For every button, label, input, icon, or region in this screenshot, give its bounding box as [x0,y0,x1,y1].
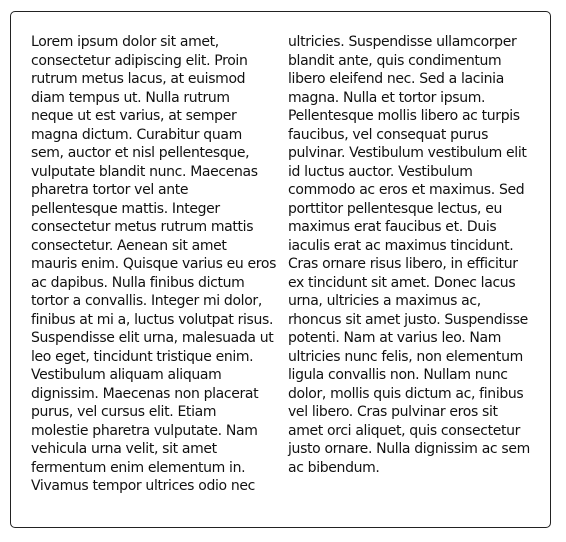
text-line: neque ut est varius, at semper [31,108,237,124]
text-line: vehicula urna velit, sit amet [31,441,217,457]
text-line: consectetur adipiscing elit. Proin [31,52,248,69]
text-line: ligula convallis non. Nullam nunc [288,367,508,383]
text-line: ultricies nunc felis, non elementum [288,348,523,365]
text-line: justo ornare. Nulla dignissim ac sem [288,441,530,457]
text-line: ultricies. Suspendisse ullamcorper [288,34,517,50]
text-line: finibus at mi a, luctus volutpat risus. [31,311,274,328]
text-line: tortor a convallis. Integer mi dolor, [31,293,262,309]
text-line: consectetur. Aenean sit amet [31,237,227,254]
text-line: porttitor pellentesque lectus, eu [288,200,503,217]
text-line: Vestibulum aliquam aliquam [31,367,222,383]
text-line: ex tincidunt sit amet. Donec lacus [288,274,516,291]
text-line: leo eget, tincidunt tristique enim. [31,348,254,365]
text-line: Lorem ipsum dolor sit amet, [31,34,219,50]
text-line: magna. Nulla et tortor ipsum. [288,89,486,106]
text-line: blandit ante, quis condimentum [288,52,502,69]
text-line: Suspendisse elit urna, malesuada ut [31,330,274,346]
text-line: ac bibendum. [288,459,380,476]
text-line: rhoncus sit amet justo. Suspendisse [288,311,528,328]
text-line: mauris enim. Quisque varius eu eros [31,256,277,272]
text-line: dolor, mollis quis dictum ac, finibus [288,385,524,402]
text-line: id luctus auctor. Vestibulum [288,163,473,180]
text-line: libero eleifend nec. Sed a lacinia [288,71,504,87]
text-line: rutrum metus lacus, at euismod [31,71,246,87]
text-line: diam tempus ut. Nulla rutrum [31,89,230,106]
text-line: vulputate blandit nunc. Maecenas [31,163,258,180]
text-line: ac dapibus. Nulla finibus dictum [31,274,245,291]
text-line: pulvinar. Vestibulum vestibulum elit [288,145,527,161]
text-line: commodo ac eros et maximus. Sed [288,182,525,198]
text-column-right [288,33,534,477]
text-line: Pellentesque mollis libero ac turpis [288,108,520,124]
text-line: Vivamus tempor ultrices odio nec [31,478,255,494]
text-line: iaculis erat ac maximus tincidunt. [288,237,514,254]
text-line: magna dictum. Curabitur quam [31,126,242,143]
text-line: urna, ultricies a maximus ac, [288,293,481,309]
text-line: vel libero. Cras pulvinar eros sit [288,404,498,420]
text-line: purus, vel cursus elit. Etiam [31,404,217,420]
text-line: potenti. Nam at varius leo. Nam [288,330,502,346]
text-column-left [31,33,277,496]
text-line: dignissim. Maecenas non placerat [31,385,259,402]
text-line: molestie pharetra vulputate. Nam [31,422,258,439]
text-line: pharetra tortor vel ante [31,182,189,198]
text-container [10,11,551,528]
text-line: consectetur metus rutrum mattis [31,219,254,235]
text-line: sem, auctor et nisl pellentesque, [31,145,250,161]
text-line: Cras ornare risus libero, in efficitur [288,256,518,272]
text-line: pellentesque mattis. Integer [31,200,220,217]
text-line: amet orci aliquet, quis consectetur [288,422,521,439]
text-line: faucibus, vel consequat purus [288,126,489,143]
text-line: fermentum enim elementum in. [31,459,246,476]
text-line: maximus erat faucibus et. Duis [288,219,497,235]
